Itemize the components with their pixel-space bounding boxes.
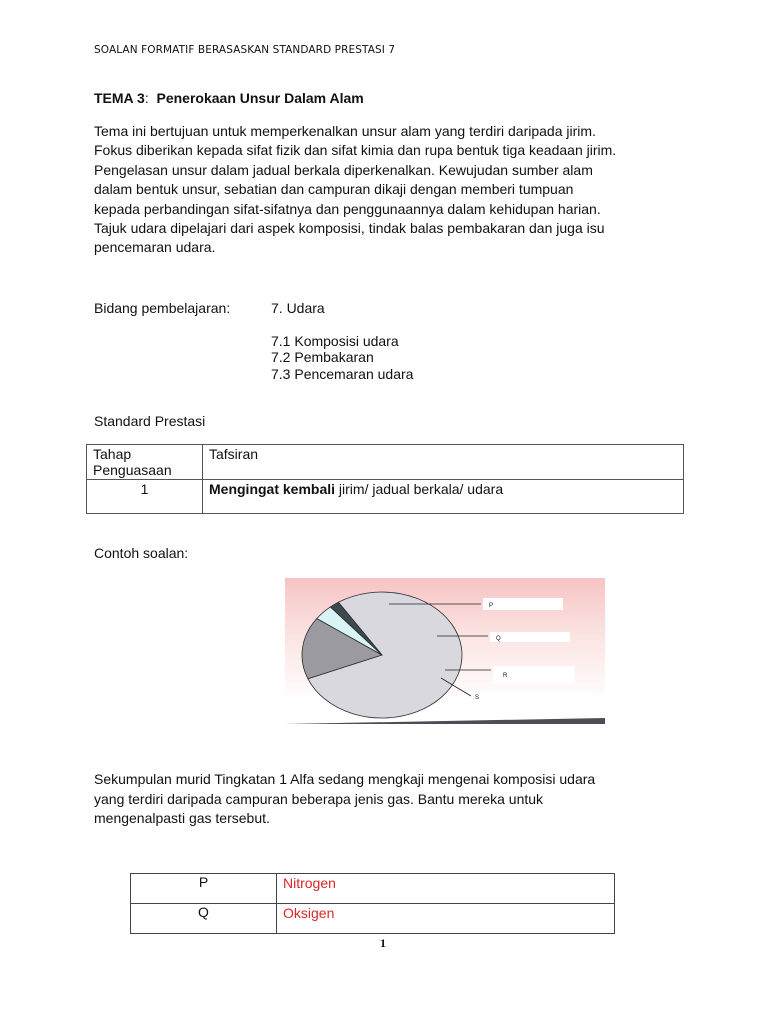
figure-bevel (285, 718, 605, 724)
learning-area-label: Bidang pembelajaran: (94, 300, 231, 316)
subtopic-item: 7.2 Pembakaran (271, 349, 374, 365)
learning-area-value: 7. Udara (271, 300, 325, 316)
theme-heading (94, 90, 364, 106)
intro-paragraph (94, 122, 684, 258)
interpretation-cell (203, 480, 684, 514)
header-level: Tahap Penguasaan (87, 445, 203, 480)
intro-line: Fokus diberikan kepada sifat fizik dan sifat kimia dan rupa bentuk tiga keadaan jirim. (94, 142, 617, 159)
pie-chart (285, 578, 605, 724)
question-line: yang terdiri daripada campuran beberapa jenis gas. Bantu mereka untuk (94, 790, 544, 807)
level-cell: 1 (87, 480, 203, 514)
theme-label: TEMA 3 (94, 90, 145, 106)
intro-line: kepada perbandingan sifat-sifatnya dan penggunaannya dalam kehidupan harian. (94, 200, 601, 217)
subtopic-item: 7.1 Komposisi udara (271, 333, 399, 349)
pie-chart-figure (285, 578, 605, 724)
answer-key: P (131, 874, 277, 904)
pie-label-r: R (503, 673, 508, 679)
question-paragraph (94, 770, 694, 829)
label-box-q (490, 632, 570, 642)
pie-label-q: Q (496, 636, 501, 642)
example-label: Contoh soalan: (94, 545, 189, 561)
pie-label-s: S (475, 695, 480, 701)
subtopic-item: 7.3 Pencemaran udara (271, 366, 414, 382)
intro-line: Tajuk udara dipelajari dari aspek komposisi, tindak balas pembakaran dan juga isu (94, 220, 605, 237)
interpretation-bold: Mengingat kembali (209, 481, 336, 497)
table-row (87, 480, 684, 514)
page-number: 1 (380, 936, 386, 950)
theme-title: Penerokaan Unsur Dalam Alam (156, 90, 364, 106)
header-interpretation: Tafsiran (203, 445, 684, 480)
document-header: SOALAN FORMATIF BERASASKAN STANDARD PRESTASI 7 (94, 44, 396, 56)
label-box-p (483, 598, 563, 610)
label-box-s (475, 692, 593, 710)
table-header-row (87, 445, 684, 480)
standard-title: Standard Prestasi (94, 413, 206, 429)
theme-separator: : (144, 90, 149, 106)
answer-key: Q (131, 904, 277, 934)
interpretation-rest: jirim/ jadual berkala/ udara (335, 481, 504, 497)
answer-row (131, 874, 615, 904)
question-line: mengenalpasti gas tersebut. (94, 810, 270, 826)
question-line: Sekumpulan murid Tingkatan 1 Alfa sedang mengkaji mengenai komposisi udara (94, 771, 596, 787)
answer-value[interactable]: Nitrogen (277, 874, 615, 904)
intro-line: dalam bentuk unsur, sebatian dan campuran dikaji dengan memberi tumpuan (94, 181, 574, 198)
standard-table (86, 444, 684, 514)
answer-row (131, 904, 615, 934)
intro-line: pencemaran udara. (94, 239, 216, 256)
answer-table (130, 873, 615, 934)
pie-label-p: P (489, 603, 494, 609)
intro-line: Pengelasan unsur dalam jadual berkala diperkenalkan. Kewujudan sumber alam (94, 161, 593, 178)
intro-line: Tema ini bertujuan untuk memperkenalkan unsur alam yang terdiri daripada jirim. (94, 123, 596, 139)
answer-value[interactable]: Oksigen (277, 904, 615, 934)
